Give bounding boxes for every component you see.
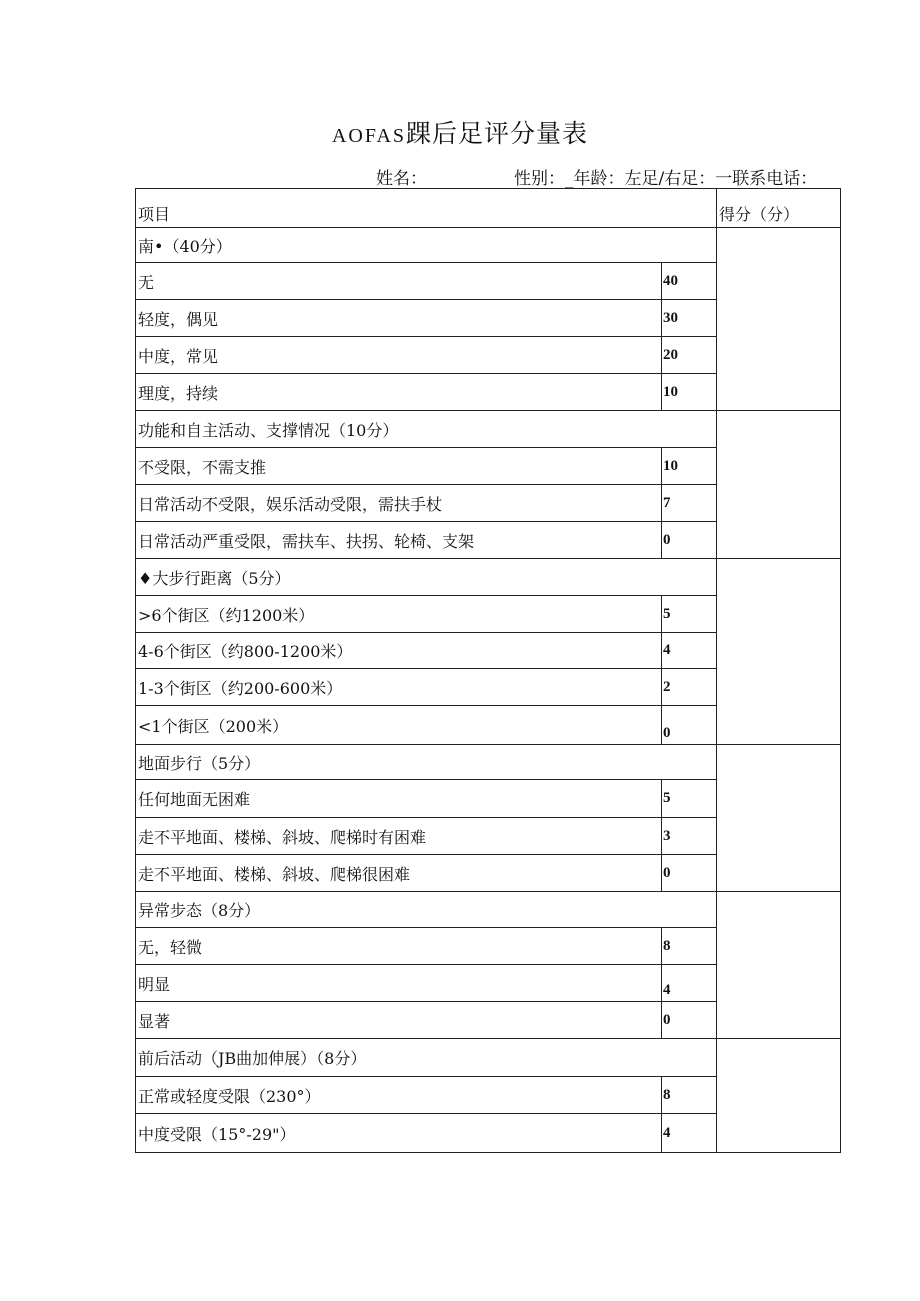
row-value: 10 [662,374,717,411]
score-table [135,188,841,1153]
section-title-row [136,1039,841,1077]
row-label: 显著 [136,1002,662,1039]
header-item: 项目 [136,189,717,228]
row-label: 理度，持续 [136,374,662,411]
section-title: 前后活动（JB曲加伸展）（8分） [136,1039,717,1077]
section-title: 地面步行（5分） [136,745,717,780]
row-value: 20 [662,337,717,374]
info-fields: 性别：_年龄：左足/右足：一联系电话： [514,169,818,189]
row-label: 中度，常见 [136,337,662,374]
row-value: 0 [662,522,717,559]
page-title [0,114,920,150]
row-label: <1个街区（200米） [136,706,662,745]
row-value: 2 [662,669,717,706]
row-label: >6个街区（约1200米） [136,596,662,633]
row-value: 10 [662,448,717,485]
row-value: 4 [662,1114,717,1153]
section-title-row [136,411,841,448]
row-label: 中度受限（15°-29"） [136,1114,662,1153]
row-value: 4 [662,965,717,1002]
row-value: 7 [662,485,717,522]
section-title: 功能和自主活动、支撑情况（10分） [136,411,717,448]
header-score: 得分（分） [717,189,841,228]
row-value: 5 [662,780,717,818]
row-value: 0 [662,706,717,745]
score-cell [717,411,841,559]
row-label: 1-3个街区（约200-600米） [136,669,662,706]
row-value: 30 [662,300,717,337]
section-title: ♦大步行距离（5分） [136,559,717,596]
table-header-row [136,189,841,228]
score-cell [717,745,841,892]
row-label: 不受限，不需支推 [136,448,662,485]
row-value: 8 [662,1077,717,1114]
row-label: 无，轻微 [136,928,662,965]
score-cell [717,228,841,411]
section-title-row [136,559,841,596]
title-main: 踝后足评分量表 [406,119,589,148]
row-label: 明显 [136,965,662,1002]
section-title: 南•（40分） [136,228,717,263]
section-title-row [136,892,841,928]
row-label: 正常或轻度受限（230°） [136,1077,662,1114]
title-prefix: AOFAS [331,125,407,147]
section-title: 异常步态（8分） [136,892,717,928]
row-value: 0 [662,1002,717,1039]
row-value: 40 [662,263,717,300]
row-value: 0 [662,855,717,892]
row-label: 走不平地面、楼梯、斜坡、爬梯时有困难 [136,818,662,855]
row-label: 任何地面无困难 [136,780,662,818]
row-value: 3 [662,818,717,855]
score-cell [717,559,841,745]
row-label: 日常活动严重受限，需扶车、扶拐、轮椅、支架 [136,522,662,559]
section-title-row [136,228,841,263]
row-value: 5 [662,596,717,633]
row-label: 4-6个街区（约800-1200米） [136,633,662,669]
row-label: 走不平地面、楼梯、斜坡、爬梯很困难 [136,855,662,892]
row-label: 轻度，偶见 [136,300,662,337]
row-label: 日常活动不受限，娱乐活动受限，需扶手杖 [136,485,662,522]
score-cell [717,892,841,1039]
name-label: 姓名： [376,169,427,189]
patient-info-line [376,164,817,189]
score-cell [717,1039,841,1153]
row-value: 8 [662,928,717,965]
row-label: 无 [136,263,662,300]
section-title-row [136,745,841,780]
row-value: 4 [662,633,717,669]
